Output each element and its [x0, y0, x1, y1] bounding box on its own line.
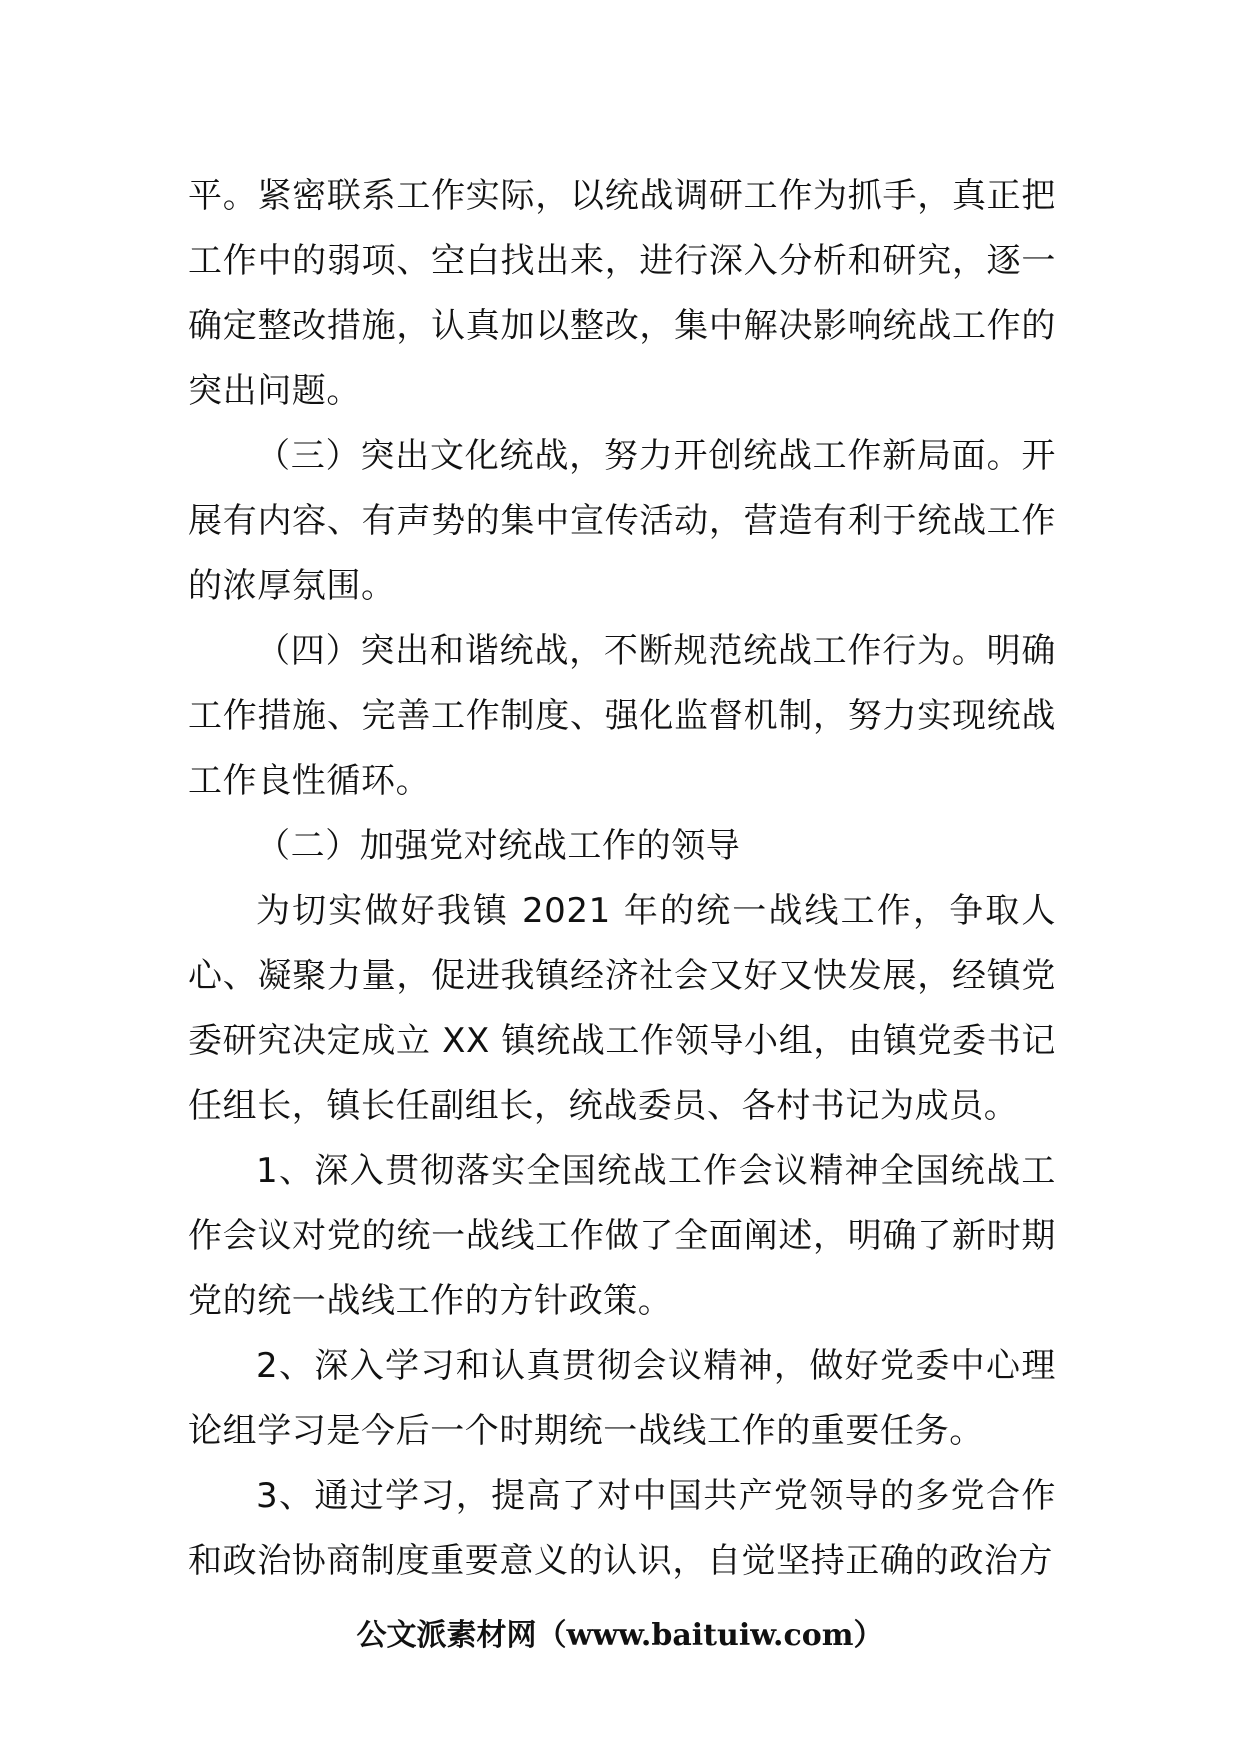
list-item-1: 1、深入贯彻落实全国统战工作会议精神全国统战工作会议对党的统一战线工作做了全面阐述，明确了新时期党的统一战线工作的方针政策。 — [188, 1151, 1056, 1321]
list-item-2: 2、深入学习和认真贯彻会议精神，做好党委中心理论组学习是今后一个时期统一战线工作的重要任务。 — [188, 1346, 1056, 1451]
footer-watermark: 公文派素材网（www.baituiw.com） — [356, 1618, 884, 1653]
list-item-3: 3、通过学习，提高了对中国共产党领导的多党合作和政治协商制度重要意义的认识，自觉坚持正确的政治方 — [188, 1476, 1056, 1581]
paragraph-section-three: （三）突出文化统战，努力开创统战工作新局面。开展有内容、有声势的集中宣传活动，营造有利于统战工作的浓厚氛围。 — [188, 436, 1056, 606]
paragraph-section-four: （四）突出和谐统战，不断规范统战工作行为。明确工作措施、完善工作制度、强化监督机制，努力实现统战工作良性循环。 — [188, 631, 1056, 801]
document-body — [188, 164, 1056, 1594]
section-heading-two: （二）加强党对统战工作的领导 — [256, 826, 741, 866]
paragraph-continuation: 平。紧密联系工作实际，以统战调研工作为抓手，真正把工作中的弱项、空白找出来，进行深入分析和研究，逐一确定整改措施，认真加以整改，集中解决影响统战工作的突出问题。 — [188, 176, 1056, 411]
paragraph-leadership-group: 为切实做好我镇 2021 年的统一战线工作，争取人心、凝聚力量，促进我镇经济社会又好又快发展，经镇党委研究决定成立 XX 镇统战工作领导小组，由镇党委书记任组长，镇长任副组长，统战委员、各村书记为成员。 — [188, 891, 1056, 1126]
